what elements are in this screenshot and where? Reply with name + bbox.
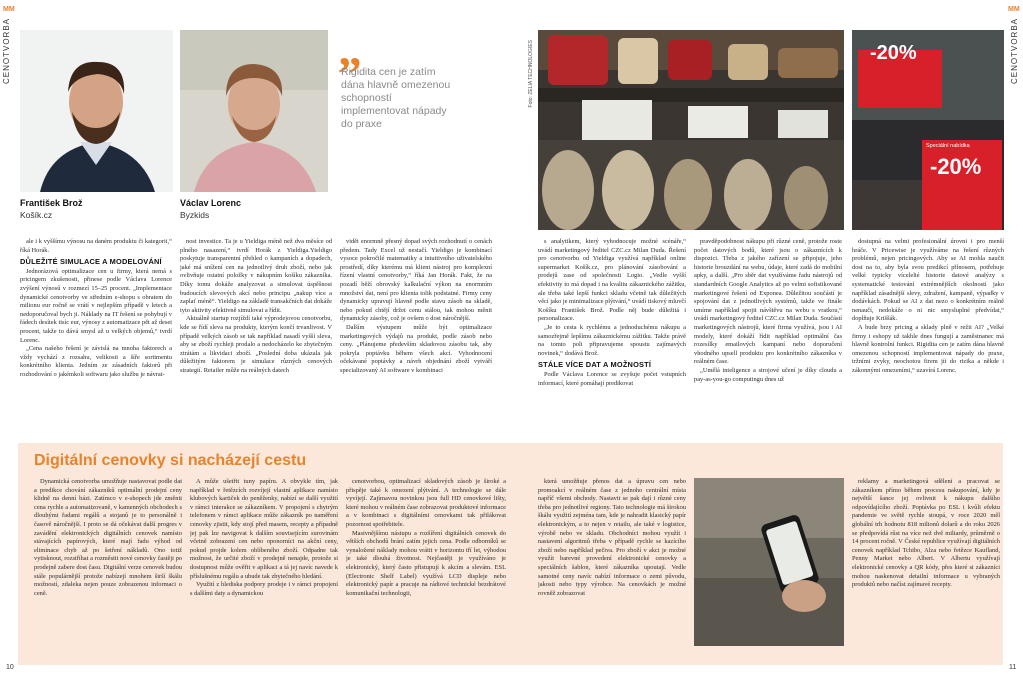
box-paragraph: Dynamická cenotvorba umožňuje nastavovat podle dat a predikce chování zákazníků optimální prodejní ceny klidně na denní bázi. Zatímco v e-shopech jde změnit cena rychle a automatizovaně, v kamenných obchodech s dlouhými řadami regálů a stojanů je to personálně i časově náročnější. I proto se dá očekávat další progres v zavádění elektronických digitálních cenovek namísto stávajících papírových, které mají řadu výhod od eliminace chyb až po šetření nákladů. Ono totiž vytisknout, rozstříhat a rozměstit nové cenovky častěji po prodejně zabere dost času. Digitální verze cenovek budou stále populárnější protože nabízejí mnohem širší škálu možností, zdaleka nejen pouze zobrazenou informaci o ceně.	[34, 478, 182, 597]
box-column-3	[346, 478, 506, 658]
person-name-1: František Brož	[20, 198, 83, 208]
box-column-5	[852, 478, 1000, 658]
article-column-2	[180, 238, 332, 438]
section-label-left: CENOTVORBA	[2, 18, 11, 85]
section-heading: DŮLEŽITÉ SIMULACE A MODELOVÁNÍ	[20, 257, 162, 267]
box-paragraph: která umožňuje přenos dat a úpravu cen nebo promoakcí v reálném čase z jednoho centrální místa napříč všemi obchody. Nastavit se pak dají i různé ceny třeba pro jednotlivé regiony. Tato technologie má širokou škálu využití zejména tam, kde je nahradit klasický papír elektronickým, a to nejen v retailu, ale také v logistice, výrobě nebo ve skladu. Obchodníci mohou využít i nastavení algoritmů třeba v případě rychle se kazícího zboží nebo například pečiva. Pro zboží v akci je možné využít barevné provedení elektronické cenovky a speciálních šablon, které zákazníka upoutají. Vedle samotné ceny navíc nabízí informace o zemi původu, jakosti nebo typy výrobce. Na cenovkách je možné rovněž zobrazovat	[538, 478, 686, 597]
paragraph: „Umělá inteligence a strojové učení je díky cloudu a pay-as-you-go computingu dnes už	[694, 366, 842, 383]
portrait-frantisek-broz	[20, 30, 173, 192]
paragraph: s analytikem, který vyhodnocuje možné scénáře,“ uvádí marketingový ředitel CZC.cz Milan Duda. Řešení pro cenotvorbu od Yieldiga využívá například online supermarket Košík.cz, pro plánování zásobování a prodejů zase od společnosti Logio. „Vedle vyšší efektivity to má dopad i na kvalitu zákaznického zážitku, ale třeba také lepší funkci skladu včetně tak důležitých věcí jako je minimalizace plýtvání,“ uvádí tiskový mluvčí Košíku František Brož. Podle něj bude důležitá i personalizace.	[538, 238, 686, 323]
article-column-1	[20, 238, 172, 438]
phone-scan-photo	[694, 478, 844, 646]
person-company-1: Košík.cz	[20, 210, 53, 220]
article-column-6	[852, 238, 1004, 438]
paragraph: Jednorázová optimalizace cen u firmy, která nemá s pricingem zkušenosti, přinese podle Václava Lorence zvýšení výnosů v rozmezí 15–25 procent. „Implementace dynamické cenotvorby ve středním e-shopu s obratem do milionu eur ročně se vrátí v nejlepším případě v letech a nedoporučoval bych ji. Náklady na IT řešení se pohybují v řádech desítek tisíc eur, výnosy z automatizace pět až deset procent, takže to dává smysl až u velkých objemů,“ tvrdí Lorenc.	[20, 267, 172, 344]
box-column-4	[538, 478, 686, 658]
logo-right: MM	[1008, 6, 1020, 13]
discount-tag-2: -20%	[930, 154, 982, 179]
box-column-2	[190, 478, 338, 658]
discount-tag-2-label: Speciální nabídka	[926, 143, 970, 149]
pull-quote: Rigidita cen je zatím dána hlavně omezenou schopností implementovat nápady do praxe	[341, 66, 451, 130]
paragraph: A bude brzy pricing a sklady plně v režii AI? „Velké firmy i eshopy už takhle dnes fungují a zaměstnanec má hlavně kontrolní funkci. Rigidita cen je zatím dána hlavně omezenou schopností implementovat nápady do praxe, tržními zvyky, neochotou firem jít do rizika a někde i zákonnými omezeními,“ uzavírá Lorenc.	[852, 323, 1004, 374]
paragraph: „Je to cesta k rychlému a jednoduchému nákupu a samozřejmě lepšímu zákaznickému zážitku. Takže právě na tomto poli připravujeme spoustu zajímavých novinek,“ dodává Brož.	[538, 323, 686, 357]
box-title: Digitální cenovky si nacházejí cestu	[34, 452, 307, 469]
article-column-4	[538, 238, 686, 438]
paragraph: dostupná na velmi profesionální úrovni i pro menší hráče. V Pricewise je využíváme na řešení různých problémů, nejen pricingových. Aby se AI mohla naučit dost na to, aby byla svou predikcí přínosem, potřebuje velké typicky vícelelté historie datové analýzy s systematické testování extrémnějších okolností jako například zásadnější slevy, zdražení, kampaně, výpadky v dodávkách. Pokud se AI z dat nezo o konkrétním reálně nenaučí, nedokáže o ni nic smysluplné předvídat,“ doplňuje Kriššák.	[852, 238, 1004, 323]
box-paragraph: A může ušetřit tuny papíru. A obvykle tím, jak například v řetězcích rozvíjejí vlastní aplikace namísto klubových kartiček do peněženky, nabízí se další využití v rámci interakce se zákazníkem. V propojení s chytrým telefonem v rámci aplikace může zákazník po naměření cenovky zjistit, kdy stojí před masem, recepty a případně jej pak lze navigovat k dalším souvisejícím surovinám včetně zobrazení cen nebo oponorníci na akční ceny, pokud projde kolem oblíbeného zboží. Odpadne tak možnost, že určité zboží v prodejně nenajde, protože si dostupnost může ověřit v aplikaci a tá jej navíc navede k příslušnému regálu a ubude tak zbytečného hledání.	[190, 478, 338, 580]
person-name-2: Václav Lorenc	[180, 198, 242, 208]
section-label-right: CENOTVORBA	[1010, 18, 1019, 85]
box-column-1	[34, 478, 182, 658]
article-column-5	[694, 238, 842, 438]
article-column-3	[340, 238, 492, 438]
box-paragraph: Využití z hlediska podpory prodeje i v rámci propojení s dalšími daty a dynamickou	[190, 581, 338, 597]
logo-left: MM	[3, 6, 15, 13]
paragraph: pravděpodobnost nákupu při různé ceně, protože roste počet datových bodů, které jsou o zákaznících k dispozici. Třeba z jakého zařízení se připojuje, jeho historie brouzdání na webu, údaje, které zadá do mobilní apky, a další. „Pro sběr dat využíváme řadu nástrojů od standardních Google Analytics až po velmi sofistikované marketingové řešení od Exponea. Důležitou součástí je spojování dat z jednotlivých systémů, takže ve finále umíme například spojit návštěvu na webu s vratkou,“ uvádí marketingový ředitel CZC.cz Milan Duda. Součástí marketingových nástrojů, které firma využívá, jsou i AI modely, které dokáží řídit například optimální čas rozesílky emailových kampaní nebo doporučení vhodného upsell produktu pro konkrétního zákazníka v reálném čase.	[694, 238, 842, 366]
page-number-left: 10	[6, 664, 14, 671]
paragraph: Aktuálně startup rozjíždí také výprodejovou cenotvorbu, kde se řídí sleva na produkty, kterým končí trvanlivost. V případě velkých zásob se tak například nasadí vyšší sleva, aby se zboží rychleji prodalo a nedocházelo ke zbytečným ztrátám a likvidaci zboží. „Poslední doba ukázala jak důležitým faktorem je simulace různých cenových strategií. Retailer může na reálných datech	[180, 315, 332, 374]
paragraph: vidět enormně přesný dopad svých rozhodnutí o cenách předem. Tady Excel už nestačí. Yieldigo je kombinací vysoce pokročilé matematiky a intuitivního uživatelského prostředí, díky kterému má klient nástroj pro komplexní řízení vlastní cenotvorby,“ říká Jan Horák. Fakt, že na pozadí běží obrovský kalkulační výkon na enormním množství dat, není pro klienta tolik podstatné. Firmy ceny dynamicky upravují hlavně podle stavu zásob na skladě, nebo pokud chtějí držet cenu stálou, tak mohou měnit dynamicky zásoby, což je ovšem o dost náročnější.	[340, 238, 492, 323]
discount-tag-1: -20%	[870, 42, 917, 64]
section-heading: STÁLE VÍCE DAT A MOŽNOSTÍ	[538, 360, 652, 370]
portrait-vaclav-lorenc	[180, 30, 328, 192]
shelf-photo	[538, 30, 844, 230]
paragraph: nost investice. Ta je u Yieldiga méně než dva měsíce od plného nasazení,“ tvrdí Horák z Yieldiga.Yieldigo poskytuje transparentní přehled o kampaních a dopadech, jaké má snížení cen na jednotlivý druh zboží, nebo jak ovlivňuje ostatní položky v nákupním košíku zákazníka. Díky tomu dokáže analyzovat a simulovat úspěšnost budoucích slevových akcí nebo principu „nakup více a zaplať méně“. Yieldigo na základě transakčních dat dokáže tyto aktivity efektivně simulovat a řídit.	[180, 238, 332, 314]
person-company-2: Byzkids	[180, 210, 210, 220]
paragraph: „Cena našeho řešení je závislá na mnoha faktorech a vždy vychází z rozsahu, velikosti a šíře sortimentu konkrétního klienta. Jedním ze zásadních faktorů při rozhodování o jakémkoli softwaru jako službu je návrat-	[20, 345, 172, 378]
paragraph: Dalším výstupem může být optimalizace marketingových výdajů na produkt, podle zásob nebo ceny. „Plánujeme především skladovou zásobu tak, aby pokryla poptávku během všech akcí. Vyhodnocení očekávané poptávky a návrh objednání zboží vytváří specializovaný AI software v kombinaci	[340, 323, 492, 374]
box-paragraph: cenotvorbou, optimalizací skladových zásob je široké a přispěje také k omezení plýtvání. A technologie se dále vyvíjejí. Zajímavou novinkou jsou full HD cenovkové lišty, které mohou v reálném čase zobrazovat produktové informace a v kombinaci s digitálními cenovkami tak přilákovat pozornost spotřebitele.	[346, 478, 506, 528]
quote-mark-icon: „	[338, 23, 362, 76]
photo-credit: Foto: ZELIA TECHNOLOGIES	[528, 40, 534, 108]
box-paragraph: Masivnějšímu nástupu a rozšíření digitálních cenovek do větších obchodů brání zatím jejich cena. Podle odborníků se vynaložené náklady mohou vrátit v horizontu tří let, výhodou je také dlouhá životnost. Nejčastěji je využíváno je elektronický, který často přistupují k akcím a slevám. ESL (Electronic Shelf Label) využívá LCD displeje nebo elektronický papír a pracuje na rádiové technické bezdrátové komunikační technologii,	[346, 529, 506, 597]
page-number-right: 11	[1009, 664, 1017, 671]
paragraph: Podle Václava Lorence se zvyšuje počet vstupních informací, které pomáhají predikovat	[538, 370, 686, 387]
paragraph: ale i k vyššímu výnosu na daném produktu či kategorii,“ říká Horák.	[20, 238, 172, 254]
box-paragraph: reklamy a marketingová sdělení a pracovat se zákazníkem přímo během procesu nakupování, kdy je největší šance jej ovlivnit k nákupu dalšího odpovídajícího zboží. Poptávka po ESL i kvůli efektu pandemie ve světě rychle stoupá, v roce 2020 měl globální trh hodnotu 818 milionů dolarů a do roku 2026 se předpovídá růst na více než dvě miliardy, průměrně o 14 procent ročně. V České republice využívají digitálních cenovek například Tchibo, Alza nebo řetězce Kaufland, Penny Market nebo Albert. V Albertu využívají elektronické cenovky a QR kódy, přes které si zákazníci mohou naskenovat detailní informace u vybraných produktů nebo načíst zajímavé recepty.	[852, 478, 1000, 589]
